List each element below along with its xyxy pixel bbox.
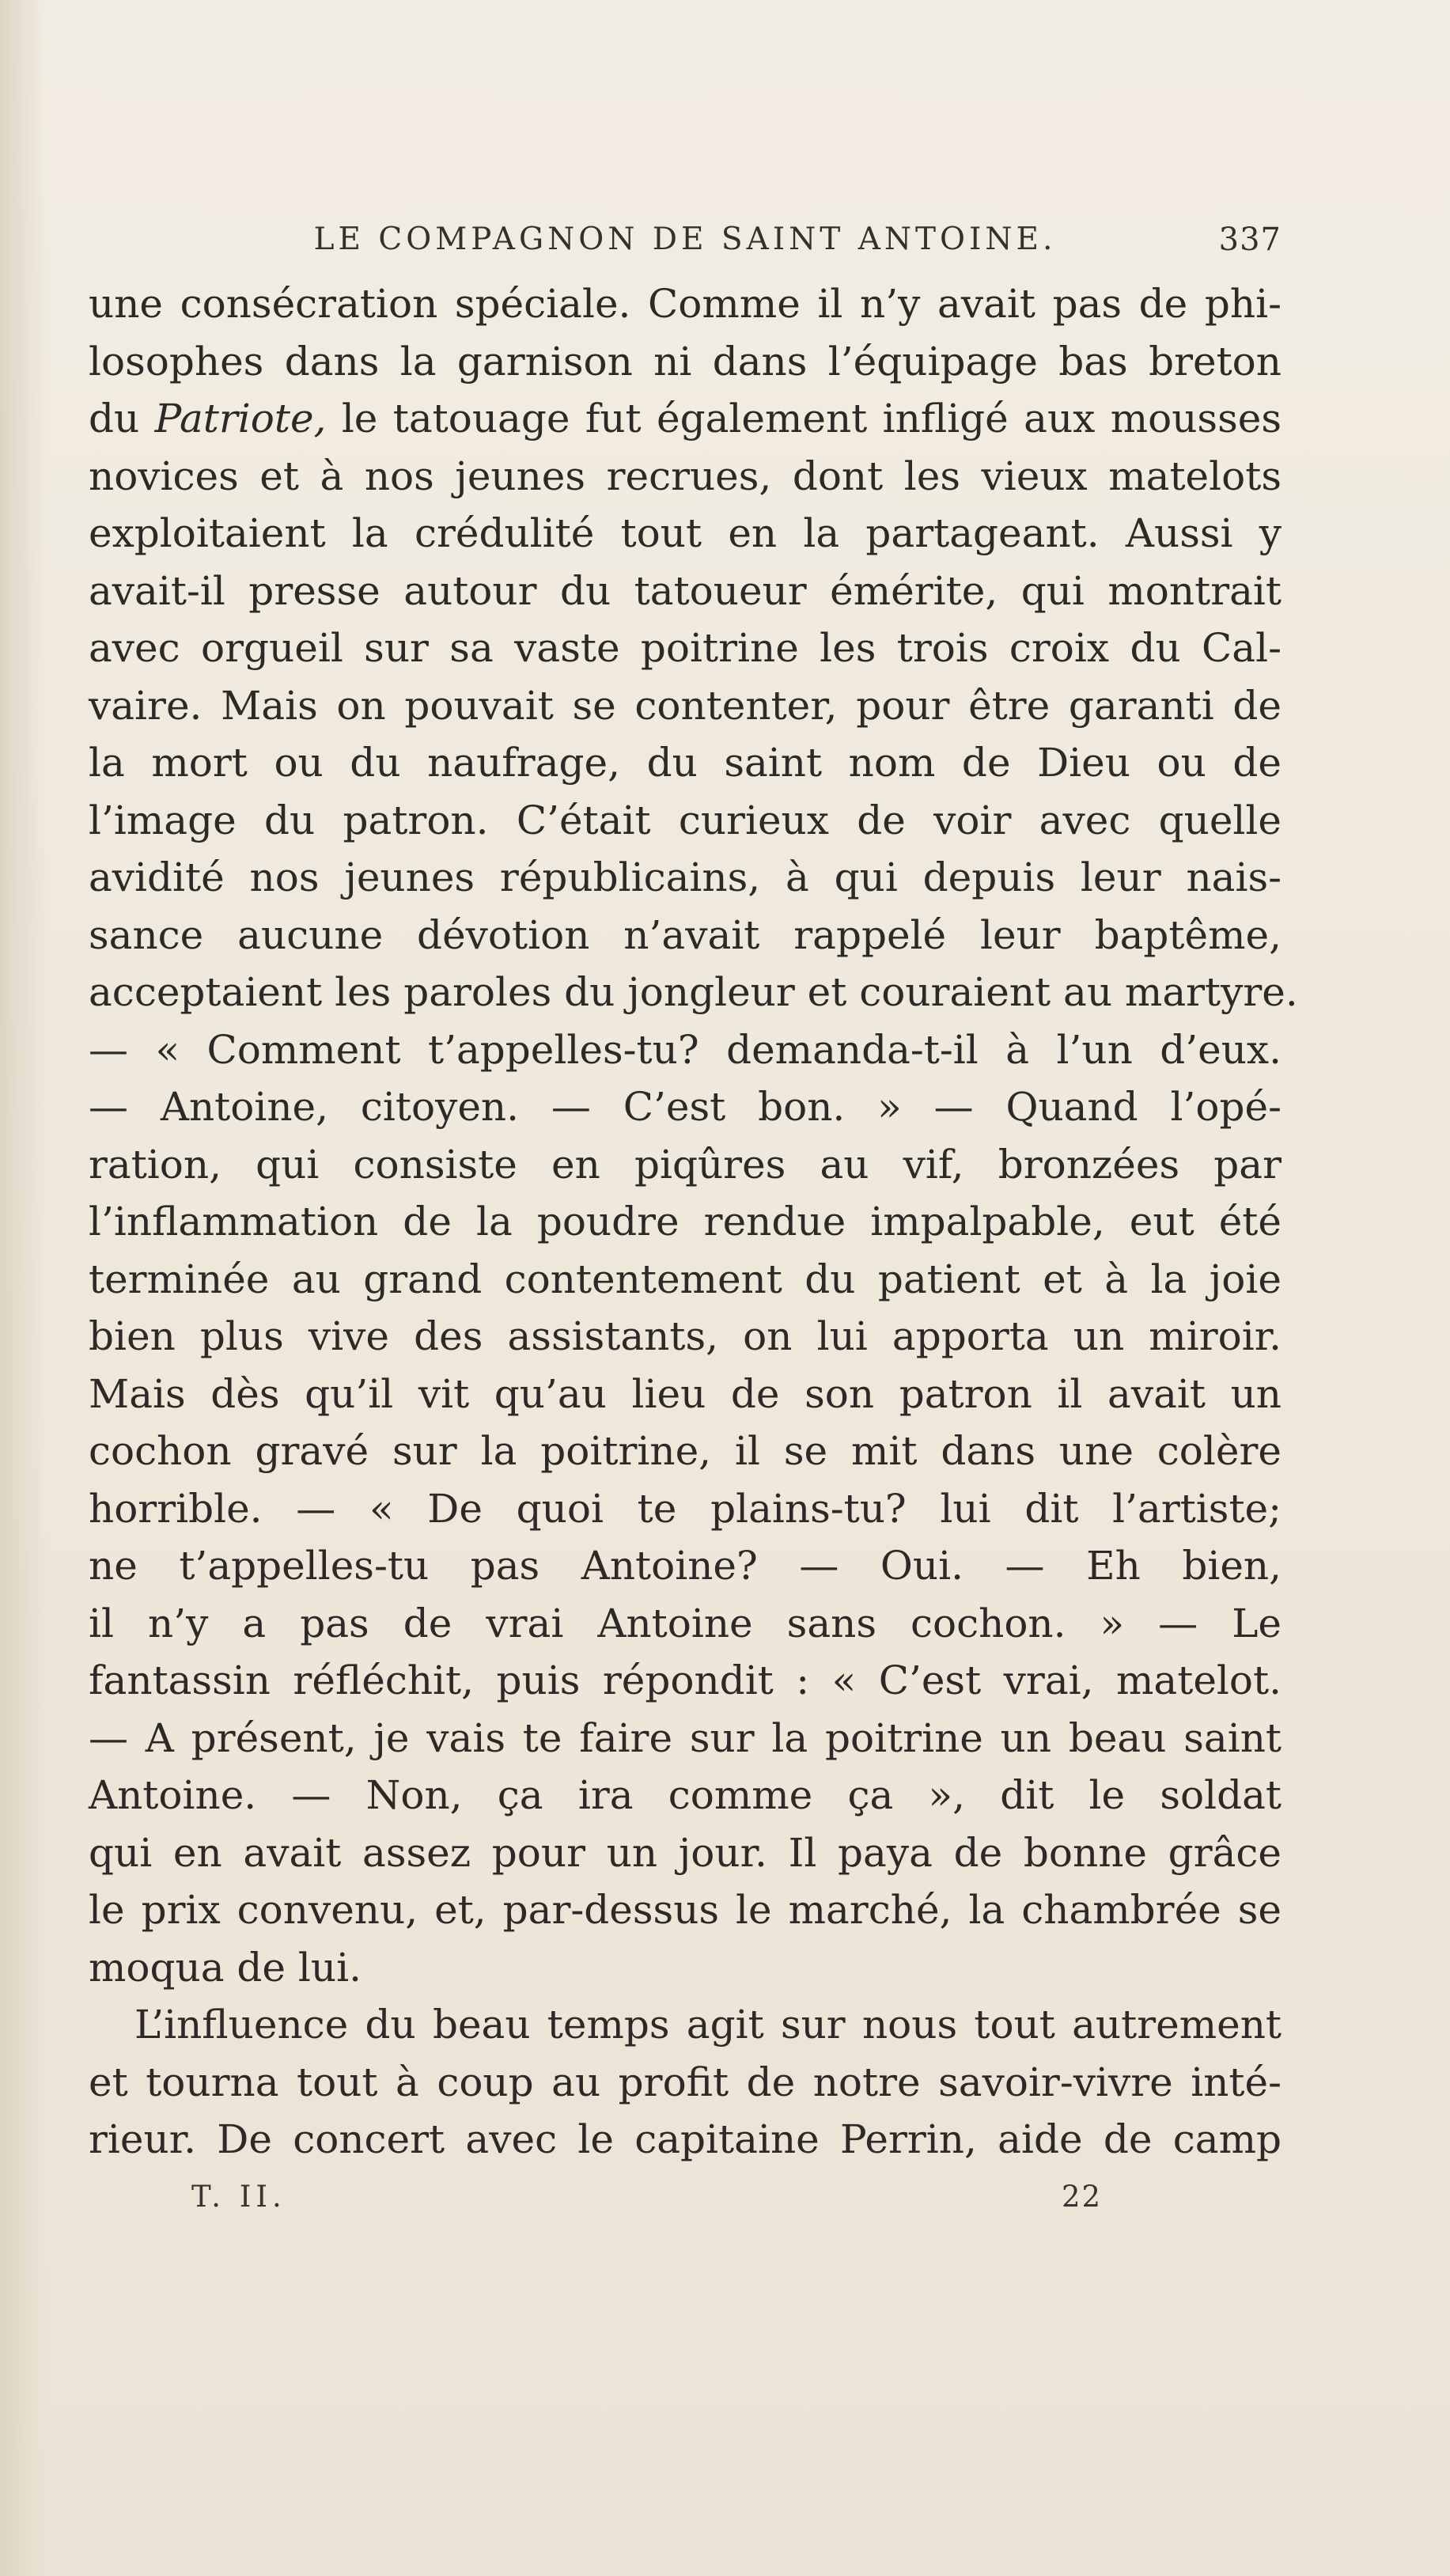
text-line: — Antoine, citoyen. — C’est bon. » — Quand l’opé- [89,1084,1282,1130]
text-line: — « Comment t’appelles-tu? demanda-t-il à l’un d’eux. [89,1026,1282,1073]
text-line: sance aucune dévotion n’avait rappelé leur baptême, [89,911,1282,958]
text-line: losophes dans la garnison ni dans l’équipage bas breton [89,338,1282,385]
text-line: avec orgueil sur sa vaste poitrine les trois croix du Cal- [89,625,1282,671]
text-line: avait-il presse autour du tatoueur émérite, qui montrait [89,567,1282,614]
text-line: une consécration spéciale. Comme il n’y avait pas de phi- [89,281,1282,327]
text-line: l’inflammation de la poudre rendue impalpable, eut été [89,1199,1282,1244]
text-line: Mais dès qu’il vit qu’au lieu de son patron il avait un [89,1370,1282,1417]
text-line [89,390,1282,448]
text-line: exploitaient la crédulité tout en la partageant. Aussi y [89,510,1282,556]
text-line: — A présent, je vais te faire sur la poitrine un beau saint [89,1714,1282,1761]
text-line: cochon gravé sur la poitrine, il se mit dans une colère [89,1428,1282,1474]
text-line: terminée au grand contentement du patient et à la joie [89,1256,1282,1302]
page-footer [89,2175,1282,2222]
paragraph-start-line: L’influence du beau temps agit sur nous tout autrement [134,2002,1282,2048]
text-line: fantassin réfléchit, puis répondit : « C’est vrai, matelot. [89,1657,1282,1703]
text-line: la mort ou du naufrage, du saint nom de Dieu ou de [89,740,1282,786]
text-line: Antoine. — Non, ça ira comme ça », dit le soldat [89,1772,1282,1818]
ship-name: Patriote, [154,396,327,441]
text-line: il n’y a pas de vrai Antoine sans cochon. » — Le [89,1600,1282,1646]
text-line: et tourna tout à coup au profit de notre savoir-vivre inté- [89,2059,1282,2105]
text-run: le tatouage fut également infligé aux mousses [326,396,1282,441]
body-text [89,275,1298,2169]
text-line: rieur. De concert avec le capitaine Perrin, aide de camp [89,2116,1282,2162]
text-line: ration, qui consiste en piqûres au vif, bronzées par [89,1141,1282,1188]
text-line: acceptaient les paroles du jongleur et couraient au martyre. [89,969,1298,1015]
text-line: avidité nos jeunes républicains, à qui depuis leur nais- [89,854,1282,900]
paragraph-end-line: moqua de lui. [89,1944,362,1991]
text-line: le prix convenu, et, par-dessus le marché, la chambrée se [89,1887,1282,1933]
page-number: 337 [1218,222,1282,258]
running-title: LE COMPAGNON DE SAINT ANTOINE. [313,222,1057,257]
sheet-number: 22 [1062,2179,1103,2214]
text-run: du [89,396,155,441]
running-head [89,214,1282,269]
text-line: vaire. Mais on pouvait se contenter, pour être garanti de [89,682,1282,729]
volume-signature: T. II. [191,2179,286,2214]
text-line: novices et à nos jeunes recrues, dont les vieux matelots [89,453,1282,499]
text-line: horrible. — « De quoi te plains-tu? lui dit l’artiste; [89,1485,1282,1532]
text-line: bien plus vive des assistants, on lui apporta un miroir. [89,1313,1282,1359]
text-block [89,214,1298,2222]
text-line: l’image du patron. C’était curieux de voir avec quelle [89,797,1282,843]
text-line: qui en avait assez pour un jour. Il paya de bonne grâce [89,1829,1282,1876]
text-line: ne t’appelles-tu pas Antoine? — Oui. — Eh bien, [89,1543,1282,1589]
